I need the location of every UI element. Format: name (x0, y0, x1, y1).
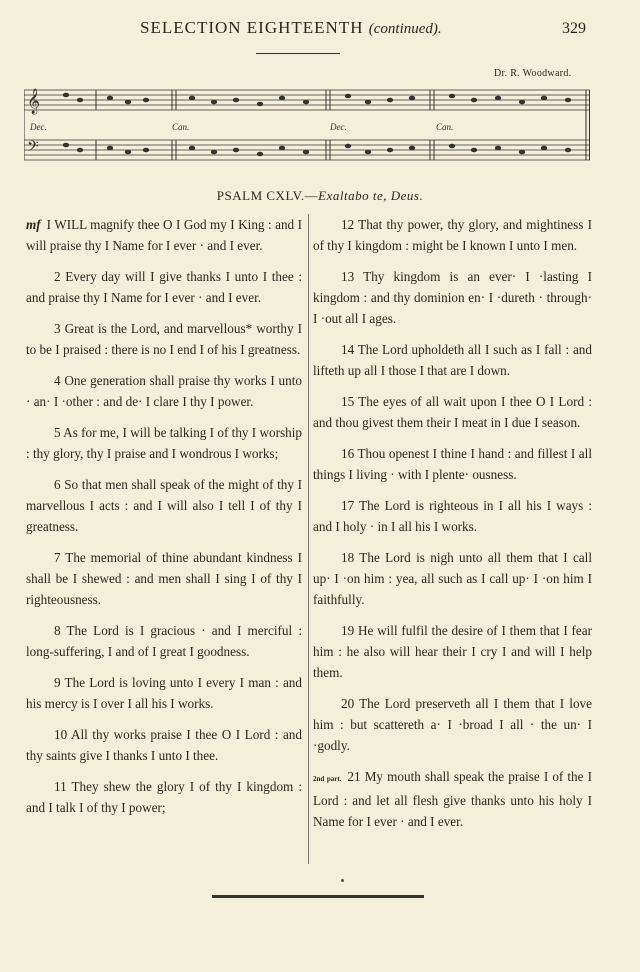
verse-9: 9 The Lord is loving unto I every I man : and his mercy is I over I all his I works. (26, 675, 302, 711)
selection-title-text: SELECTION EIGHTEENTH (140, 18, 364, 37)
marking-can-1: Can. (172, 122, 190, 132)
verse-10: 10 All thy works praise I thee O I Lord : and thy saints give I thanks I unto I thee. (26, 727, 302, 763)
psalm-title: PSALM CXLV.— (216, 188, 319, 203)
verse-4: 4 One generation shall praise thy works I unto · an· I ·other : and de· I clare I thy I power. (26, 373, 302, 409)
marking-dec-2: Dec. (330, 122, 347, 132)
psalm-latin-title: Exaltabo te, Deus. (318, 188, 424, 203)
verse-3: 3 Great is the Lord, and marvellous* worthy I to be I praised : there is no I end I of his I greatness. (26, 321, 302, 357)
page-header (0, 14, 640, 44)
verse-15: 15 The eyes of all wait upon I thee O I Lord : and thou givest them their I meat in I due I season. (313, 394, 592, 430)
part-marker: 2nd part. (313, 775, 342, 783)
verse-13: 13 Thy kingdom is an ever· I ·lasting I kingdom : and thy dominion en· I ·dureth · through· I ·out all I ages. (313, 269, 592, 326)
music-score (24, 82, 590, 174)
right-column (313, 214, 592, 842)
verse-18: 18 The Lord is nigh unto all them that I call up· I ·on him : yea, all such as I call up· I ·on him I faithfully. (313, 550, 592, 607)
header-rule (256, 53, 340, 54)
verse-12: 12 That thy power, thy glory, and mightiness I of thy I kingdom : might be I known I unto I men. (313, 217, 592, 253)
verse-20: 20 The Lord preserveth all I them that I love him : but scattereth a· I ·broad I all · the un· I ·godly. (313, 696, 592, 753)
verse-17: 17 The Lord is righteous in I all his I ways : and I holy · in I all his I works. (313, 498, 592, 534)
notes (63, 93, 571, 157)
verse-11: 11 They shew the glory I of thy I kingdom : and I talk I of thy I power; (26, 779, 302, 815)
dynamic-mark: mf (26, 217, 41, 232)
page-number: 329 (562, 20, 586, 37)
continued-label: (continued). (368, 21, 442, 37)
verse-7: 7 The memorial of thine abundant kindness I shall be I shewed : and men shall I sing I of thy I righteousness. (26, 550, 302, 607)
verse-5: 5 As for me, I will be talking I of thy I worship : thy glory, thy I praise and I wondrous I works; (26, 425, 302, 461)
selection-title (140, 18, 442, 38)
verse-16: 16 Thou openest I thine I hand : and fillest I all things I living · with I plente· ousness. (313, 446, 592, 482)
verse-8: 8 The Lord is I gracious · and I merciful : long-suffering, I and of I great I goodness. (26, 623, 302, 659)
column-divider (308, 214, 309, 864)
end-mark (341, 879, 344, 882)
dynamic-markings (29, 122, 453, 132)
psalm-heading (0, 188, 640, 204)
verse-2: 2 Every day will I give thanks I unto I thee : and praise thy I Name for I ever · and I ever. (26, 269, 302, 305)
verse-19: 19 He will fulfil the desire of I them that I fear him : he also will hear their I cry I and will I help them. (313, 623, 592, 680)
verse-1: mf I WILL magnify thee O I God my I King : and I will praise thy I Name for I ever · and I ever. (26, 217, 302, 253)
bottom-rule (212, 895, 424, 898)
verse-14: 14 The Lord upholdeth all I such as I fall : and lifteth up all I those I that are I down. (313, 342, 592, 378)
composer-credit: Dr. R. Woodward. (494, 68, 572, 79)
marking-dec-1: Dec. (30, 122, 47, 132)
bass-clef-icon: 𝄢 (27, 138, 39, 159)
verse-21: 2nd part. 21 My mouth shall speak the praise I of the I Lord : and let all flesh give thanks unto his holy I Name for I ever · and I ever. (313, 769, 592, 829)
treble-clef-icon: 𝄞 (27, 89, 41, 114)
left-column (26, 214, 302, 828)
verse-6: 6 So that men shall speak of the might of thy I marvellous I acts : and I will also I tell I of thy I greatness. (26, 477, 302, 534)
marking-can-2: Can. (436, 122, 454, 132)
